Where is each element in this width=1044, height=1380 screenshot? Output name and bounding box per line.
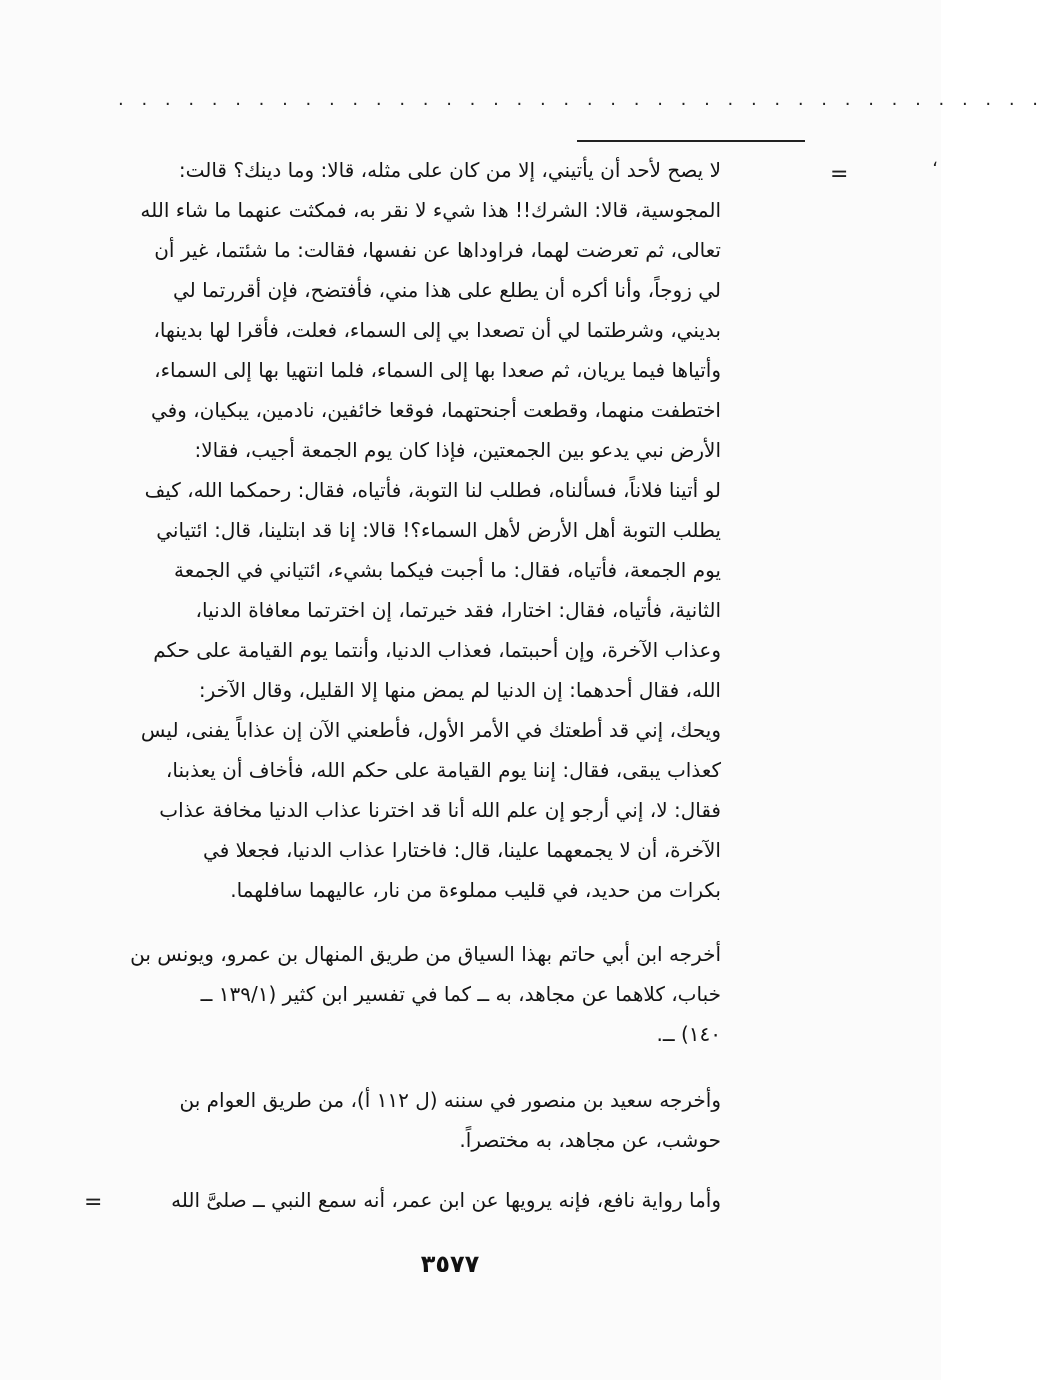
citation-paragraph-said-bin-mansur <box>121 1080 721 1160</box>
continuation-mark-bottom: = <box>84 1190 103 1215</box>
text-line: بديني، وشرطتما لي أن تصعدا بي إلى السماء، فعلت، فأقرا لها بدينها، <box>153 318 721 342</box>
text-line: اختطفت منهما، وقطعت أجنحتهما، فوقعا خائفين، نادمين، يبكيان، وفي <box>150 398 721 422</box>
text-line: فقال: لا، إني أرجو إن علم الله أنا قد اخترنا عذاب الدنيا مخافة عذاب <box>159 798 721 822</box>
text-line: ويحك، إني قد أطعتك في الأمر الأول، فأطعني الآن إن عذاباً يفنى، ليس <box>140 718 721 742</box>
citation-paragraph-nafi <box>121 1180 721 1220</box>
text-line: الأرض نبي يدعو بين الجمعتين، فإذا كان يوم الجمعة أجيب، فقالا: <box>194 438 721 462</box>
text-line: خباب، كلاهما عن مجاهد، به ــ كما في تفسير ابن كثير (١٣٩/١ ــ <box>200 982 721 1006</box>
text-line: وأتياها فيما يريان، ثم صعدا بها إلى السماء، فلما انتهيا بها إلى السماء، <box>154 358 721 382</box>
text-line: الثانية، فأتياه، فقال: اختارا، فقد خيرتما، إن اخترتما معافاة الدنيا، <box>195 598 721 622</box>
text-line: وعذاب الآخرة، وإن أحببتما، فعذاب الدنيا، وأنتما يوم القيامة على حكم <box>153 638 721 662</box>
page-number: ٣٥٧٧ <box>420 1250 480 1278</box>
text-line: ١٤٠) ــ. <box>656 1022 721 1046</box>
text-line: المجوسية، قالا: الشرك!! هذا شيء لا نقر به، فمكثت عنهما ما شاء الله <box>140 198 721 222</box>
margin-comma-mark: ، <box>932 150 938 171</box>
text-line: حوشب، عن مجاهد، به مختصراً. <box>459 1128 721 1152</box>
dotted-separator: · · · · · · · · · · · · · · · · · · · · · · · · · · · · · · · · · · · · · · · · <box>118 94 1044 115</box>
text-line: بكرات من حديد، في قليب مملوءة من نار، عاليهما سافلهما. <box>230 878 721 902</box>
text-line: تعالى، ثم تعرضت لهما، فراوداها عن نفسها، فقالت: ما شئتما، غير أن <box>154 238 721 262</box>
text-line: الآخرة، أن لا يجمعهما علينا، قال: فاختارا عذاب الدنيا، فجعلا في <box>203 838 721 862</box>
text-line: لو أتينا فلاناً، فسألناه، فطلب لنا التوبة، فأتياه، فقال: رحمكما الله، كيف <box>144 478 721 502</box>
main-text-paragraph <box>121 150 721 910</box>
text-line: يطلب التوبة أهل الأرض لأهل السماء؟! قالا: إنا قد ابتلينا، قال: ائتياني <box>156 518 721 542</box>
citation-paragraph-ibn-abi-hatim <box>121 934 721 1054</box>
text-line: الله، فقال أحدهما: إن الدنيا لم يمض منها إلا القليل، وقال الآخر: <box>198 678 721 702</box>
text-line: وأخرجه سعيد بن منصور في سننه (ل ١١٢ أ)، من طريق العوام بن <box>179 1088 721 1112</box>
continuation-mark-top: = <box>830 162 849 187</box>
text-line: لي زوجاً، وأنا أكره أن يطلع على هذا مني، فأفتضح، فإن أقررتما لي <box>172 278 721 302</box>
text-line: كعذاب يبقى، فقال: إننا يوم القيامة على حكم الله، فأخاف أن يعذبنا، <box>165 758 721 782</box>
text-line: أخرجه ابن أبي حاتم بهذا السياق من طريق المنهال بن عمرو، ويونس بن <box>130 942 721 966</box>
text-line: وأما رواية نافع، فإنه يرويها عن ابن عمر، أنه سمع النبي ــ صلىَّ الله <box>171 1188 721 1212</box>
text-line: لا يصح لأحد أن يأتيني، إلا من كان على مثله، قالا: وما دينك؟ قالت: <box>178 158 721 182</box>
footnote-rule <box>577 140 805 142</box>
text-line: يوم الجمعة، فأتياه، فقال: ما أجبت فيكما بشيء، ائتياني في الجمعة <box>173 558 721 582</box>
